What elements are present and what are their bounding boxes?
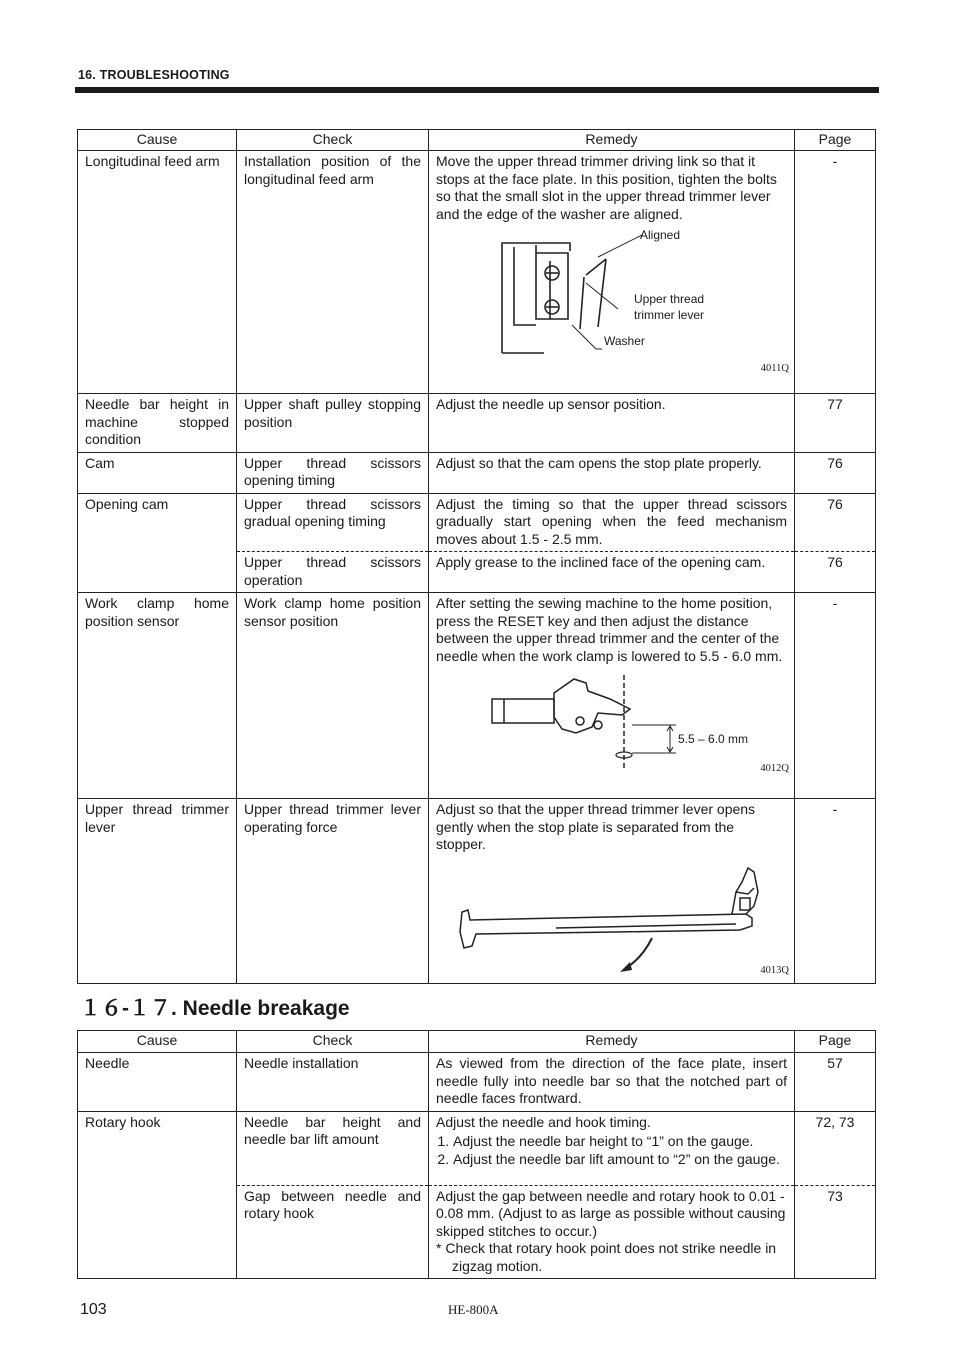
section-header: 16. TROUBLESHOOTING bbox=[78, 68, 230, 82]
table-header-row bbox=[78, 130, 876, 151]
col-page: Page bbox=[795, 130, 876, 151]
remedy-cell: Adjust so that the cam opens the stop plate properly. bbox=[429, 452, 795, 493]
page-cell: - bbox=[795, 151, 876, 394]
figure-code: 4011Q bbox=[760, 362, 789, 374]
cause-cell: Work clamp home position sensor bbox=[78, 593, 237, 799]
remedy-text: Adjust the needle and hook timing. bbox=[436, 1113, 651, 1130]
header-rule bbox=[75, 87, 879, 93]
check-cell: Upper thread scissors opening timing bbox=[237, 452, 429, 493]
remedy-steps bbox=[436, 1133, 787, 1168]
table-row bbox=[78, 394, 876, 453]
check-cell: Upper thread trimmer lever operating force bbox=[237, 799, 429, 984]
label-washer: Washer bbox=[604, 334, 645, 348]
check-cell: Needle bar height and needle bar lift amount bbox=[237, 1111, 429, 1185]
remedy-note: * Check that rotary hook point does not strike needle in zigzag motion. bbox=[436, 1240, 777, 1274]
check-cell: Installation position of the longitudinal feed arm bbox=[237, 151, 429, 394]
cause-cell: Needle bar height in machine stopped condition bbox=[78, 394, 237, 453]
table-row bbox=[78, 493, 876, 552]
col-cause: Cause bbox=[78, 1031, 237, 1053]
remedy-text: Adjust so that the upper thread trimmer lever opens gently when the stop plate is separated from the stopper. bbox=[436, 801, 756, 852]
check-cell: Work clamp home position sensor position bbox=[237, 593, 429, 799]
check-cell: Upper thread scissors gradual opening timing bbox=[237, 493, 429, 552]
col-check: Check bbox=[237, 1031, 429, 1053]
trimmer-lever-illustration bbox=[436, 858, 788, 980]
remedy-text: Adjust the gap between needle and rotary hook to 0.01 - 0.08 mm. (Adjust to as large as possible without causing skipped stitches to occur.) bbox=[436, 1187, 786, 1239]
page-number: 103 bbox=[80, 1301, 107, 1318]
remedy-cell bbox=[429, 1111, 795, 1185]
col-check: Check bbox=[237, 130, 429, 151]
figure-4011q bbox=[436, 227, 787, 377]
figure-4012q bbox=[436, 669, 787, 777]
col-cause: Cause bbox=[78, 130, 237, 151]
remedy-cell: Adjust the needle up sensor position. bbox=[429, 394, 795, 453]
page-cell: 76 bbox=[795, 452, 876, 493]
remedy-cell: As viewed from the direction of the face plate, insert needle fully into needle bar so that the notched part of needle faces frontward. bbox=[429, 1053, 795, 1112]
troubleshooting-table bbox=[77, 129, 876, 984]
label-distance: 5.5 – 6.0 mm bbox=[678, 732, 749, 746]
remedy-text: After setting the sewing machine to the home position, press the RESET key and then adjust the distance between the upper thread trimmer and the center of the needle when the work clamp is lowered to 5.5 - 6.0 mm. bbox=[436, 595, 783, 664]
cause-cell: Opening cam bbox=[78, 493, 237, 593]
cause-cell: Longitudinal feed arm bbox=[78, 151, 237, 394]
work-clamp-sensor-illustration bbox=[436, 669, 788, 777]
section-title-needle-breakage: １６-１７. Needle breakage bbox=[80, 997, 350, 1020]
remedy-cell bbox=[429, 1185, 795, 1279]
cause-cell: Rotary hook bbox=[78, 1111, 237, 1279]
step-item: 1. Adjust the needle bar height to “1” on the gauge. bbox=[453, 1133, 787, 1151]
remedy-cell bbox=[429, 799, 795, 984]
cause-cell: Cam bbox=[78, 452, 237, 493]
figure-4013q bbox=[436, 858, 787, 980]
check-cell: Upper thread scissors operation bbox=[237, 552, 429, 593]
page-cell: 57 bbox=[795, 1053, 876, 1112]
step-item: 2. Adjust the needle bar lift amount to “2” on the gauge. bbox=[453, 1151, 787, 1169]
needle-breakage-table bbox=[77, 1030, 876, 1279]
col-remedy: Remedy bbox=[429, 130, 795, 151]
figure-code: 4012Q bbox=[760, 762, 789, 774]
col-page: Page bbox=[795, 1031, 876, 1053]
remedy-text: Move the upper thread trimmer driving link so that it stops at the face plate. In this position, tighten the bolts so that the small slot in the upper thread trimmer lever and the edge of the washer are aligned. bbox=[436, 153, 777, 222]
remedy-cell bbox=[429, 593, 795, 799]
page-cell: - bbox=[795, 799, 876, 984]
label-aligned: Aligned bbox=[640, 228, 681, 242]
check-cell: Needle installation bbox=[237, 1053, 429, 1112]
washer-alignment-illustration bbox=[436, 227, 788, 377]
cause-cell: Needle bbox=[78, 1053, 237, 1112]
cause-cell: Upper thread trimmer lever bbox=[78, 799, 237, 984]
check-cell: Gap between needle and rotary hook bbox=[237, 1185, 429, 1279]
page-cell: - bbox=[795, 593, 876, 799]
col-remedy: Remedy bbox=[429, 1031, 795, 1053]
table-header-row bbox=[78, 1031, 876, 1053]
check-cell: Upper shaft pulley stopping position bbox=[237, 394, 429, 453]
remedy-cell: Adjust the timing so that the upper thread scissors gradually start opening when the feed mechanism moves about 1.5 - 2.5 mm. bbox=[429, 493, 795, 552]
remedy-cell bbox=[429, 151, 795, 394]
table-row bbox=[78, 1053, 876, 1112]
table-row bbox=[78, 593, 876, 799]
page-cell: 77 bbox=[795, 394, 876, 453]
table-row bbox=[78, 1111, 876, 1185]
page-cell: 72, 73 bbox=[795, 1111, 876, 1185]
table-row bbox=[78, 452, 876, 493]
table-row bbox=[78, 799, 876, 984]
figure-code: 4013Q bbox=[760, 965, 789, 976]
table-row bbox=[78, 151, 876, 394]
label-upper-thread-trimmer-lever: Upper thread trimmer lever bbox=[634, 292, 705, 322]
page-cell: 76 bbox=[795, 493, 876, 552]
page-cell: 73 bbox=[795, 1185, 876, 1279]
page-cell: 76 bbox=[795, 552, 876, 593]
model-name: HE-800A bbox=[448, 1302, 499, 1317]
remedy-cell: Apply grease to the inclined face of the opening cam. bbox=[429, 552, 795, 593]
